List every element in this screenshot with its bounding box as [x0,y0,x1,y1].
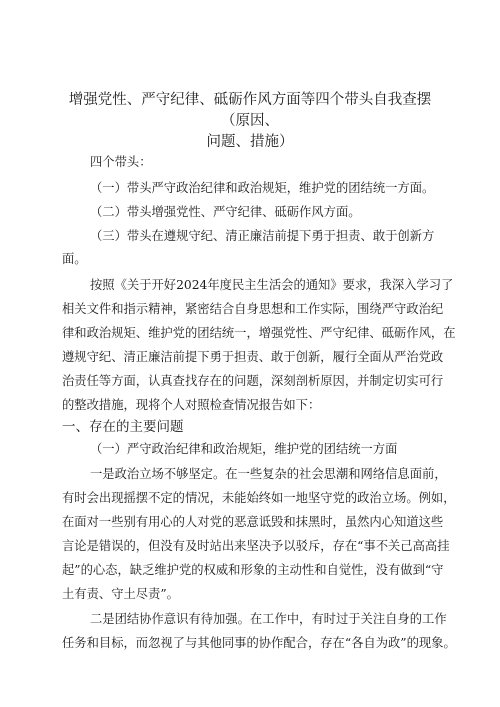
para1-line-1: 按照《关于开好2024年度民主生活会的通知》要求，我深入学习了 [90,278,454,292]
para2-line-5: 起”的心态，缺乏维护党的权威和形象的主动性和自觉性，没有做到“守 [62,563,444,577]
para1-line-4: 遵规守纪、清正廉洁前提下勇于担责、敢于创新，履行全面从严治党政 [62,350,444,364]
para2-line-3: 在面对一些别有用心的人对党的恶意诋毁和抹黑时，虽然内心知道这些 [62,515,444,529]
item-1: （一）带头严守政治纪律和政治规矩，维护党的团结统一方面。 [90,181,435,195]
para1-line-6: 的整改措施，现将个人对照检查情况报告如下： [62,398,321,412]
document-title [60,90,440,153]
item-3-cont: 面。 [62,252,87,266]
para2-line-2: 有时会出现摇摆不定的情况，未能始终如一地坚守党的政治立场。例如， [62,491,456,505]
para1-line-2: 相关文件和指示精神，紧密结合自身思想和工作实际，围绕严守政治纪 [62,302,444,316]
para2-line-1: 一是政治立场不够坚定。在一些复杂的社会思潮和网络信息面前， [90,467,447,481]
para2-line-6: 土有责、守土尽责”。 [62,587,179,601]
para3-line-2: 任务和目标，而忽视了与其他同事的协作配合，存在“各自为政”的现象。 [62,636,456,650]
title-line-1: 增强党性、严守纪律、砥砺作风方面等四个带头自我查摆（原因、 [68,92,432,129]
item-3: （三）带头在遵规守纪、清正廉洁前提下勇于担责、敢于创新方 [90,229,435,243]
para3-line-1: 二是团结协作意识有待加强。在工作中，有时过于关注自身的工作 [90,612,447,626]
title-line-2: 问题、措施） [206,134,294,150]
para1-line-5: 治责任等方面，认真查找存在的问题，深刻剖析原因，并制定切实可行 [62,374,444,388]
intro-label: 四个带头： [90,155,152,169]
section-heading: 一、存在的主要问题 [62,419,184,435]
item-2: （二）带头增强党性、严守纪律、砥砺作风方面。 [90,205,361,219]
para2-line-4: 言论是错误的，但没有及时站出来坚决予以驳斥，存在“事不关己高高挂 [62,539,450,553]
subheading: （一）严守政治纪律和政治规矩，维护党的团结统一方面 [90,442,398,456]
para1-line-3: 律和政治规矩、维护党的团结统一，增强党性、严守纪律、砥砺作风，在 [62,326,456,340]
